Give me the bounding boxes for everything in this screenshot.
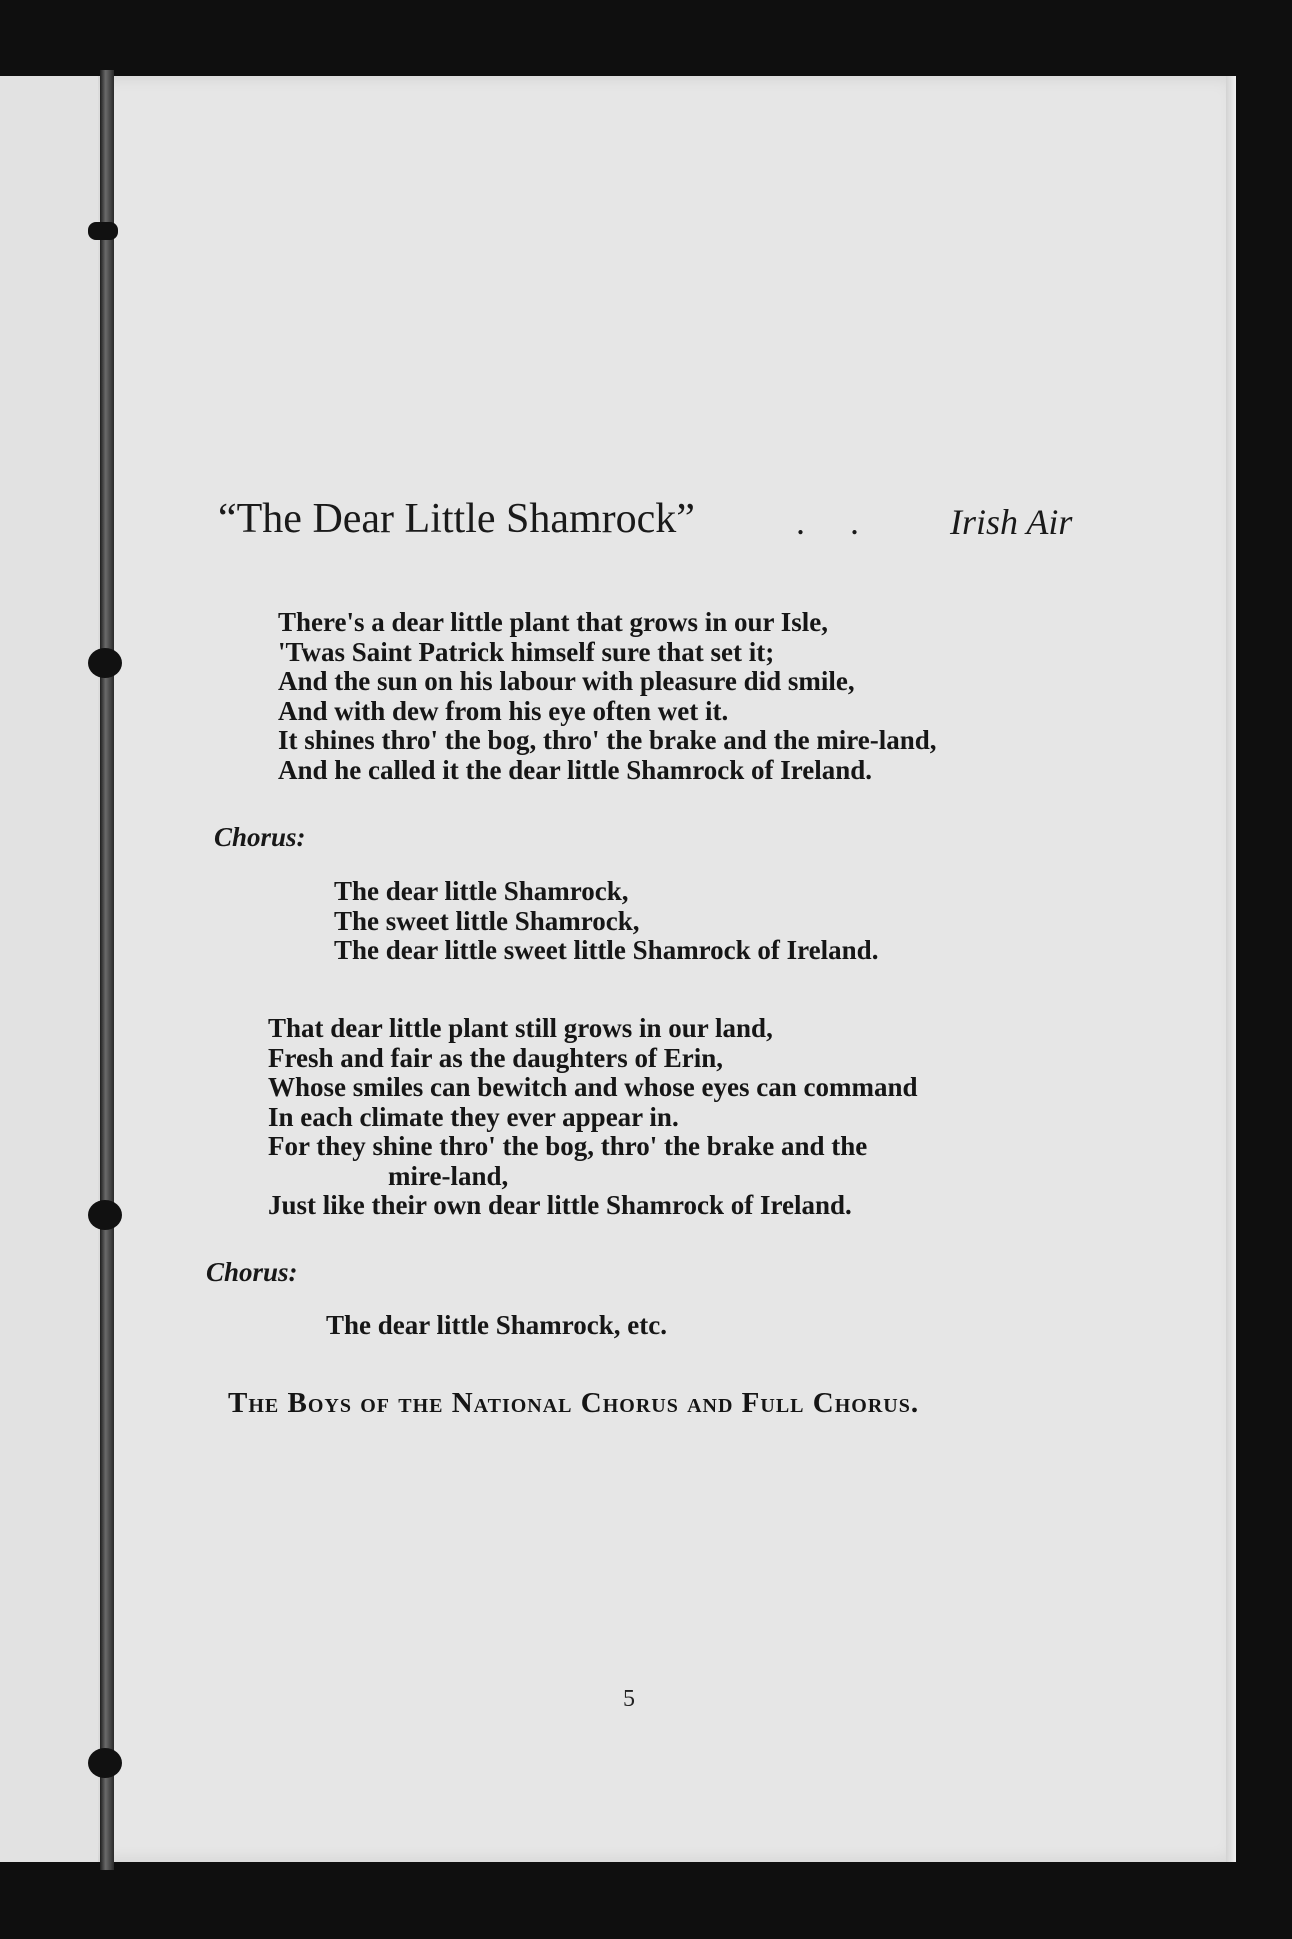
binding-staple xyxy=(88,648,122,678)
verse-line: Fresh and fair as the daughters of Erin, xyxy=(268,1042,724,1073)
binding-staple xyxy=(88,1748,122,1778)
verse-line: And with dew from his eye often wet it. xyxy=(278,695,729,726)
verse-line: It shines thro' the bog, thro' the brake and the mire-land, xyxy=(278,725,937,755)
chorus-line: The dear little Shamrock, xyxy=(334,876,629,906)
left-page-gutter xyxy=(0,76,98,1862)
chorus-label: Chorus: xyxy=(214,822,306,852)
verse-line: mire-land, xyxy=(388,1160,509,1191)
song-heading xyxy=(218,495,1098,555)
book-page xyxy=(98,76,1236,1862)
page-edge xyxy=(1226,76,1236,1862)
chorus-line: The sweet little Shamrock, xyxy=(334,905,640,936)
page-number: 5 xyxy=(623,1686,635,1712)
verse-line: Whose smiles can bewitch and whose eyes can command xyxy=(268,1072,918,1102)
verse-line: 'Twas Saint Patrick himself sure that set it; xyxy=(278,636,775,667)
verse-line: There's a dear little plant that grows in our Isle, xyxy=(278,607,829,637)
performers-credit: The Boys of the National Chorus and Full Chorus. xyxy=(228,1387,920,1419)
verse-line: Just like their own dear little Shamrock of Ireland. xyxy=(268,1190,852,1220)
song-air: Irish Air xyxy=(950,502,1073,542)
binding-spine xyxy=(100,70,114,1870)
verse-line: That dear little plant still grows in our land, xyxy=(268,1013,773,1043)
binding-staple xyxy=(88,222,118,240)
chorus-label: Chorus: xyxy=(206,1257,298,1287)
title-separator: . . xyxy=(796,502,877,542)
song-title: “The Dear Little Shamrock” xyxy=(218,496,695,542)
verse-line: And the sun on his labour with pleasure did smile, xyxy=(278,666,855,696)
chorus-line: The dear little Shamrock, etc. xyxy=(326,1310,667,1340)
verse-line: In each climate they ever appear in. xyxy=(268,1101,679,1132)
chorus-2 xyxy=(326,1311,667,1341)
verse-1 xyxy=(278,608,937,785)
verse-2 xyxy=(268,1014,918,1221)
chorus-line: The dear little sweet little Shamrock of Ireland. xyxy=(334,935,879,965)
binding-staple xyxy=(88,1200,122,1230)
verse-line: And he called it the dear little Shamrock of Ireland. xyxy=(278,754,872,785)
verse-line: For they shine thro' the bog, thro' the brake and the xyxy=(268,1131,868,1161)
chorus-1 xyxy=(334,877,878,966)
